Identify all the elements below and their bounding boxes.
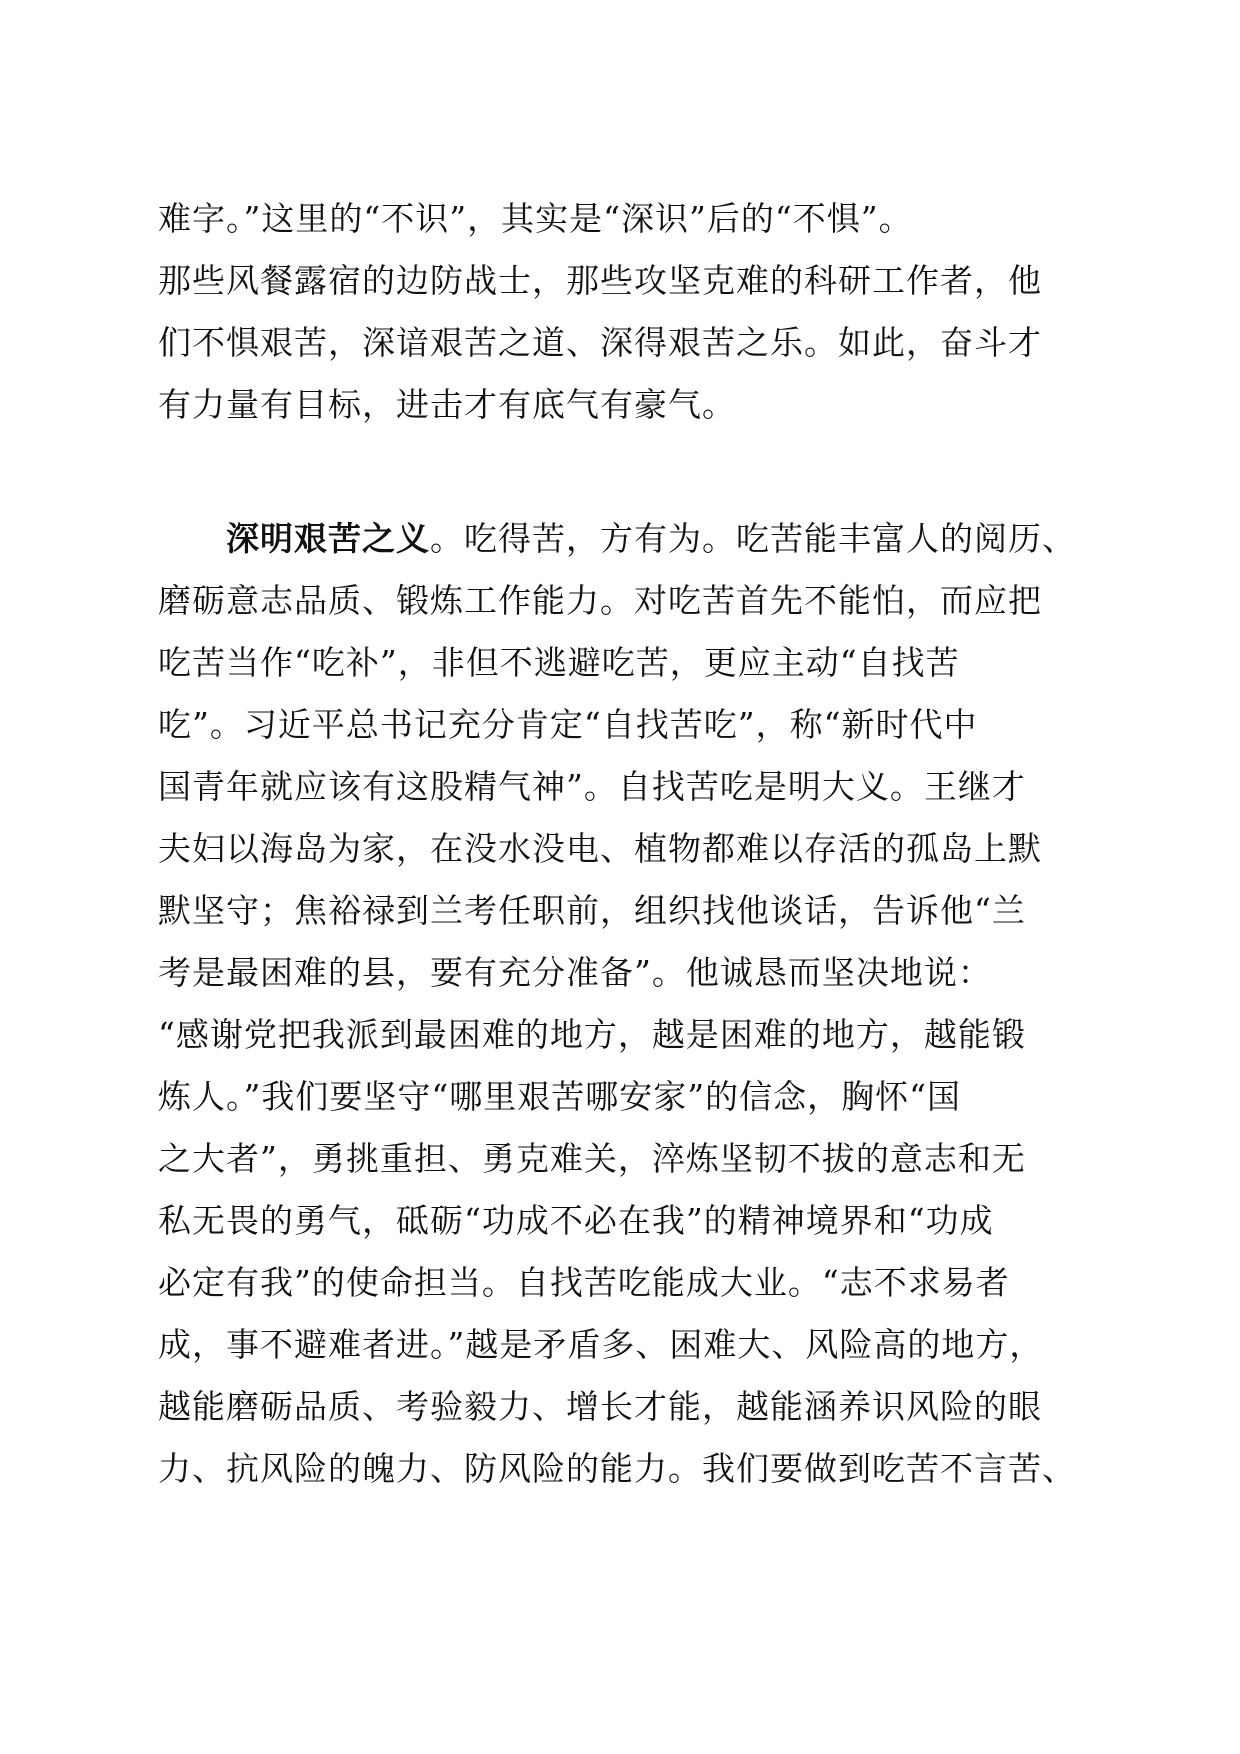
paragraph-2 <box>158 508 1098 1500</box>
paragraph-line: 成，事不避难者进。”越是矛盾多、困难大、风险高的地方， <box>158 1325 1044 1364</box>
paragraph-line: 国青年就应该有这股精气神”。自找苦吃是明大义。王继才 <box>158 767 1026 806</box>
paragraph-first-line <box>158 508 1098 570</box>
paragraph-line: 吃”。习近平总书记充分肯定“自找苦吃”，称“新时代中 <box>158 705 978 744</box>
paragraph-line: 私无畏的勇气，砥砺“功成不必在我”的精神境界和“功成 <box>158 1201 994 1240</box>
paragraph-line: 难字。”这里的“不识”，其实是“深识”后的“不惧”。 <box>158 199 913 238</box>
paragraph-line: 考是最困难的县，要有充分准备”。他诚恳而坚决地说： <box>158 953 992 992</box>
paragraph-line: 炼人。”我们要坚守“哪里艰苦哪安家”的信念，胸怀“国 <box>158 1077 961 1116</box>
section-heading: 深明艰苦之义 <box>226 519 430 558</box>
paragraph-1 <box>158 188 1098 436</box>
paragraph-line: “感谢党把我派到最困难的地方，越是困难的地方，越能锻 <box>158 1015 1026 1054</box>
paragraph-line: 夫妇以海岛为家，在没水没电、植物都难以存活的孤岛上默 <box>158 829 1042 868</box>
paragraph-line: 之大者”，勇挑重担、勇克难关，淬炼坚韧不拔的意志和无 <box>158 1139 1026 1178</box>
paragraph-line: 默坚守；焦裕禄到兰考任职前，组织找他谈话，告诉他“兰 <box>158 891 1026 930</box>
paragraph-line: 磨砺意志品质、锻炼工作能力。对吃苦首先不能怕，而应把 <box>158 581 1042 620</box>
paragraph-line: 必定有我”的使命担当。自找苦吃能成大业。“志不求易者 <box>158 1263 1010 1302</box>
first-line-text: 。吃得苦，方有为。吃苦能丰富人的阅历、 <box>430 519 1076 558</box>
paragraph-line: 力、抗风险的魄力、防风险的能力。我们要做到吃苦不言苦、 <box>158 1449 1076 1488</box>
paragraph-line: 们不惧艰苦，深谙艰苦之道、深得艰苦之乐。如此，奋斗才 <box>158 323 1042 362</box>
paragraph-line: 吃苦当作“吃补”，非但不逃避吃苦，更应主动“自找苦 <box>158 643 960 682</box>
paragraph-indent <box>158 519 226 558</box>
paragraph-line: 有力量有目标，进击才有底气有豪气。 <box>158 385 736 424</box>
paragraph-line: 越能磨砺品质、考验毅力、增长才能，越能涵养识风险的眼 <box>158 1387 1042 1426</box>
paragraph-line: 那些风餐露宿的边防战士，那些攻坚克难的科研工作者，他 <box>158 261 1042 300</box>
